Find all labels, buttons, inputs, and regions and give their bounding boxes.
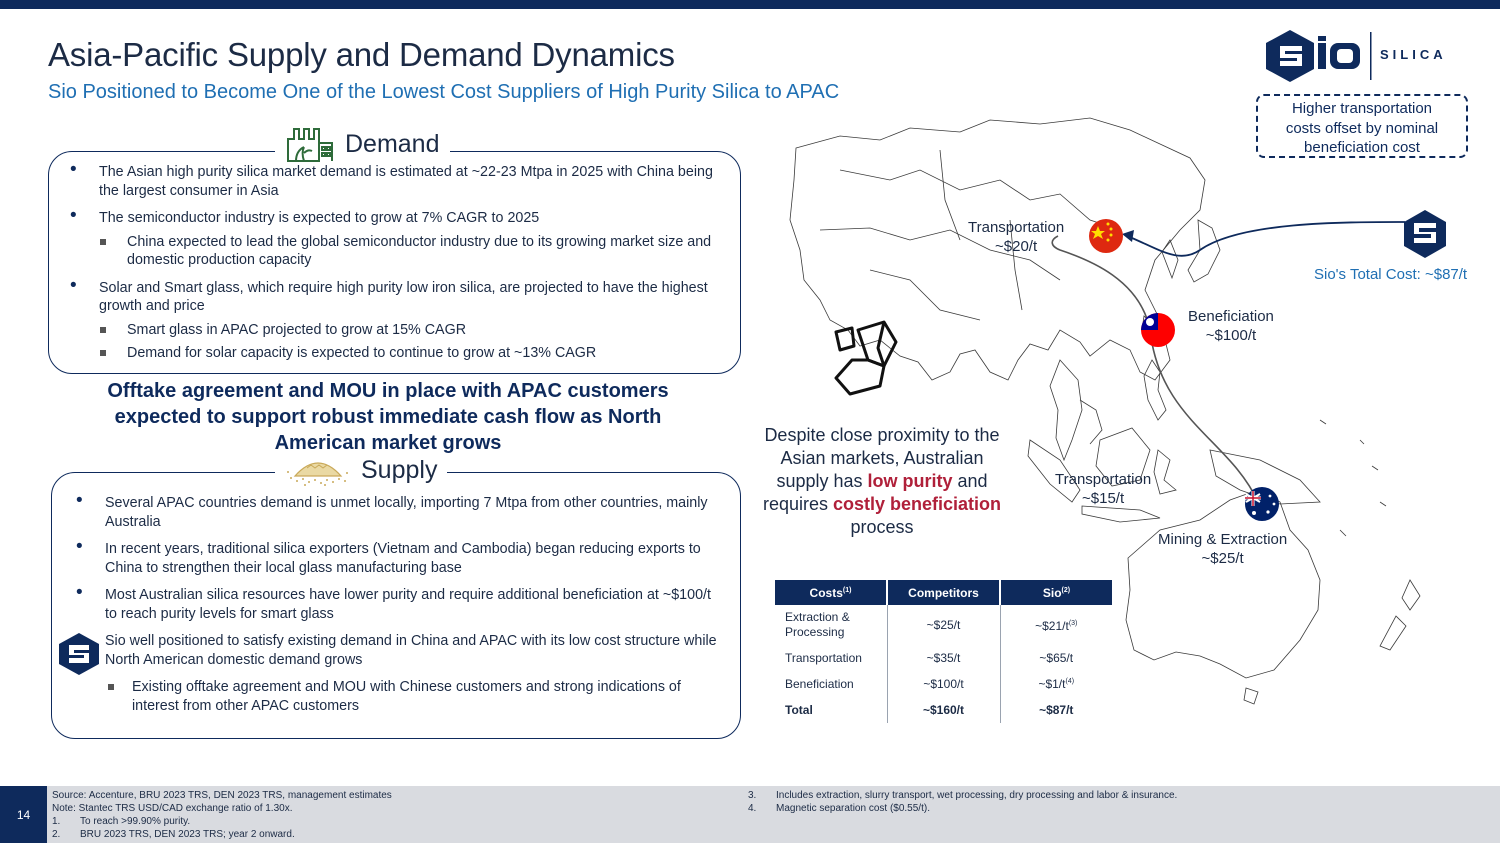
taiwan-flag-icon bbox=[1141, 313, 1175, 347]
competitors-cell: ~$25/t bbox=[887, 605, 1000, 645]
label-value: ~$15/t bbox=[1082, 490, 1125, 507]
supply-bullets bbox=[76, 494, 726, 720]
note-text: Despite close proximity to the Asian markets, Australian supply has bbox=[764, 425, 1000, 491]
note-text: and requires bbox=[762, 471, 988, 514]
row-label: Extraction & Processing bbox=[775, 605, 887, 645]
competitors-cell: ~$160/t bbox=[887, 697, 1000, 723]
list-sub-item: Existing offtake agreement and MOU with Chinese customers and strong indications of interest from other APAC customers bbox=[76, 678, 726, 715]
factory-icon bbox=[285, 125, 335, 163]
page-subtitle: Sio Positioned to Become One of the Lowest Cost Suppliers of High Purity Silica to APAC bbox=[48, 81, 840, 103]
sio-cell: ~$65/t bbox=[1039, 651, 1074, 665]
supply-label: Supply bbox=[361, 455, 438, 484]
list-item: • Several APAC countries demand is unmet locally, importing 7 Mtpa from other countries, mainly Australia bbox=[76, 494, 726, 531]
arrow-icon bbox=[1122, 230, 1134, 242]
label-title: Beneficiation bbox=[1188, 308, 1274, 325]
table-header-row bbox=[775, 580, 1112, 605]
list-item: Sio well positioned to satisfy existing demand in China and APAC with its low cost structure while North American domestic demand grows bbox=[105, 633, 717, 668]
label-title: Transportation bbox=[1055, 471, 1152, 488]
australia-flag-icon bbox=[1245, 487, 1279, 521]
sio-cell: ~$87/t bbox=[1039, 703, 1074, 717]
sio-hex-icon bbox=[1404, 210, 1446, 258]
shipping-route bbox=[1052, 236, 1258, 502]
table-row bbox=[775, 605, 1112, 645]
row-label: Transportation bbox=[775, 645, 887, 671]
note-highlight: low purity bbox=[867, 471, 953, 491]
footnote: 3. Includes extraction, slurry transport, wet processing, dry processing and labor & insurance. bbox=[748, 790, 1178, 801]
column-header: Costs$^{(1)}$ bbox=[775, 580, 887, 605]
supply-header bbox=[275, 454, 447, 486]
demand-bullets bbox=[70, 163, 720, 368]
list-item: • Most Australian silica resources have lower purity and require additional beneficiation at ~$100/t to reach purity levels for smart glass bbox=[76, 586, 726, 623]
table-total-row bbox=[775, 697, 1112, 723]
label-title: Mining & Extraction bbox=[1158, 531, 1288, 548]
cost-comparison-table bbox=[775, 580, 1112, 723]
transport-aus-label bbox=[1055, 470, 1151, 508]
offtake-statement: Offtake agreement and MOU in place with APAC customers expected to support robust immediate cash flow as North American market grows bbox=[107, 380, 669, 454]
note-highlight: costly beneficiation bbox=[832, 494, 1002, 514]
china-flag-icon bbox=[1089, 219, 1123, 253]
beneficiation-label bbox=[1188, 307, 1274, 345]
list-sub-item: China expected to lead the global semiconductor industry due to its growing market size and domestic production capacity bbox=[70, 233, 720, 270]
list-item: • Solar and Smart glass, which require high purity low iron silica, are projected to have the highest growth and price bbox=[70, 279, 720, 316]
competitors-cell: ~$35/t bbox=[887, 645, 1000, 671]
transport-china-label bbox=[968, 218, 1064, 256]
footnotes-right bbox=[748, 789, 1177, 815]
column-header: Competitors bbox=[887, 580, 1000, 605]
table-row bbox=[775, 671, 1112, 697]
logo-text: SILICA bbox=[1380, 47, 1447, 62]
column-header: Sio$^{(2)}$ bbox=[1000, 580, 1112, 605]
label-value: ~$25/t bbox=[1201, 550, 1244, 567]
sio-cell: $\sim\$21/t^{(3)}$ bbox=[1035, 619, 1078, 633]
demand-label: Demand bbox=[345, 129, 440, 158]
label-value: ~$100/t bbox=[1205, 327, 1257, 344]
demand-header bbox=[275, 124, 450, 164]
exchange-note: Note: Stantec TRS USD/CAD exchange ratio of 1.30x. bbox=[52, 803, 293, 814]
australia-supply-note bbox=[762, 424, 1002, 539]
mining-label bbox=[1158, 530, 1287, 568]
list-sub-item: Demand for solar capacity is expected to continue to grow at ~13% CAGR bbox=[70, 344, 720, 363]
competitors-cell: ~$100/t bbox=[887, 671, 1000, 697]
sio-total-cost: Sio's Total Cost: ~$87/t bbox=[1314, 266, 1468, 283]
sio-cell: $\sim\$1/t^{(4)}$ bbox=[1038, 677, 1075, 691]
list-item: • The semiconductor industry is expected to grow at 7% CAGR to 2025 bbox=[70, 209, 720, 228]
source-note: Source: Accenture, BRU 2023 TRS, DEN 2023 TRS, management estimates bbox=[52, 790, 392, 801]
row-label: Total bbox=[775, 697, 887, 723]
rock-icon bbox=[836, 322, 896, 394]
label-title: Transportation bbox=[968, 219, 1065, 236]
top-bar bbox=[0, 0, 1500, 9]
footnotes-left bbox=[52, 789, 392, 841]
note-text: process bbox=[850, 517, 914, 537]
table-row bbox=[775, 645, 1112, 671]
list-item: • The Asian high purity silica market demand is estimated at ~22-23 Mtpa in 2025 with China being the largest consumer in Asia bbox=[70, 163, 720, 200]
callout-line: Higher transportation bbox=[1291, 100, 1433, 117]
row-label: Beneficiation bbox=[775, 671, 887, 697]
page-number: 14 bbox=[0, 786, 47, 843]
list-item: • In recent years, traditional silica exporters (Vietnam and Cambodia) began reducing exports to China to strengthen their local glass manufacturing base bbox=[76, 540, 726, 577]
label-value: ~$20/t bbox=[995, 238, 1038, 255]
footnote: 2. BRU 2023 TRS, DEN 2023 TRS; year 2 onward. bbox=[52, 829, 295, 840]
footnote: 4. Magnetic separation cost ($0.55/t). bbox=[748, 803, 930, 814]
list-sub-item: Smart glass in APAC projected to grow at 15% CAGR bbox=[70, 321, 720, 340]
callout-line: beneficiation cost bbox=[1304, 139, 1420, 156]
sand-pile-icon bbox=[285, 454, 351, 486]
footnote: 1. To reach >99.90% purity. bbox=[52, 816, 191, 827]
callout-line: costs offset by nominal bbox=[1285, 119, 1439, 137]
page-title: Asia-Pacific Supply and Demand Dynamics bbox=[48, 36, 675, 73]
